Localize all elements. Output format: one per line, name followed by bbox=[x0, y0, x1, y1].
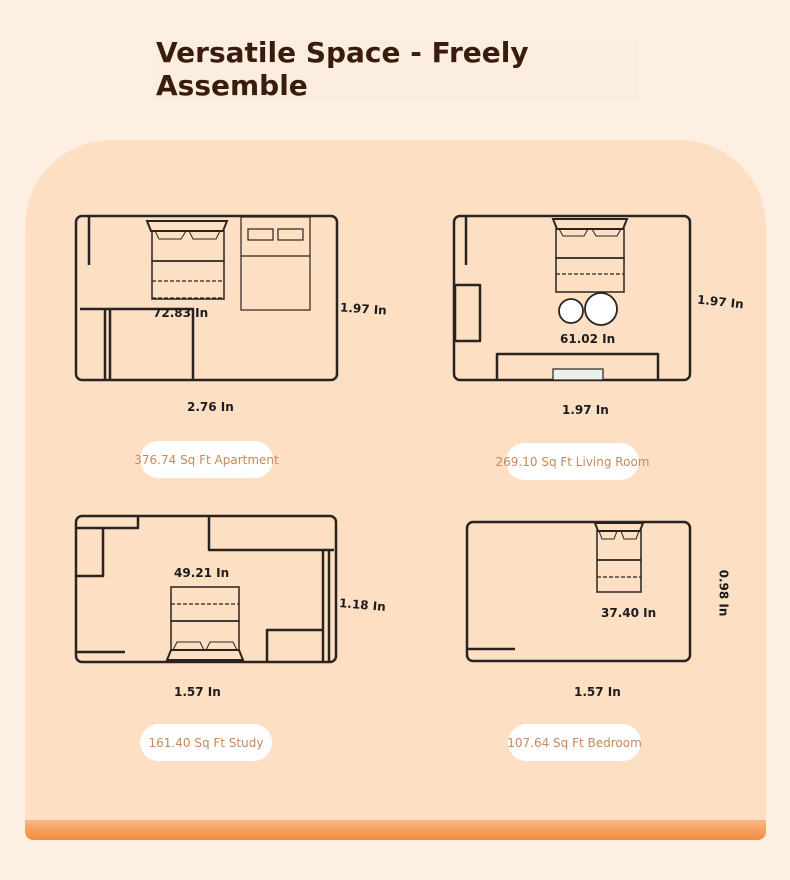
study-height-dimension: 1.18 In bbox=[338, 595, 387, 615]
apartment-height-dimension: 1.97 In bbox=[339, 300, 388, 318]
bedroom-outline bbox=[467, 522, 690, 661]
bedroom-area-label: 107.64 Sq Ft Bedroom bbox=[508, 724, 641, 761]
study-inner-dimension: 49.21 In bbox=[174, 566, 230, 580]
bedroom-height-dimension: 0.98 In bbox=[716, 569, 731, 617]
apartment-area-label: 376.74 Sq Ft Apartment bbox=[140, 441, 273, 478]
bedroom-inner-dimension: 37.40 In bbox=[601, 606, 657, 620]
bedroom-width-dimension: 1.57 In bbox=[574, 685, 621, 699]
study-area-label: 161.40 Sq Ft Study bbox=[140, 724, 272, 761]
apartment-inner-dimension: 72.83 In bbox=[153, 306, 209, 320]
living-room-width-dimension: 1.97 In bbox=[562, 403, 609, 417]
living-room-area-label: 269.10 Sq Ft Living Room bbox=[506, 443, 639, 480]
bedroom-bed bbox=[595, 523, 643, 592]
page-title: Versatile Space - Freely Assemble bbox=[156, 36, 529, 102]
apartment-width-dimension: 2.76 In bbox=[187, 400, 234, 414]
study-width-dimension: 1.57 In bbox=[174, 685, 221, 699]
living-room-height-dimension: 1.97 In bbox=[696, 292, 745, 312]
living-room-inner-dimension: 61.02 In bbox=[560, 332, 616, 346]
